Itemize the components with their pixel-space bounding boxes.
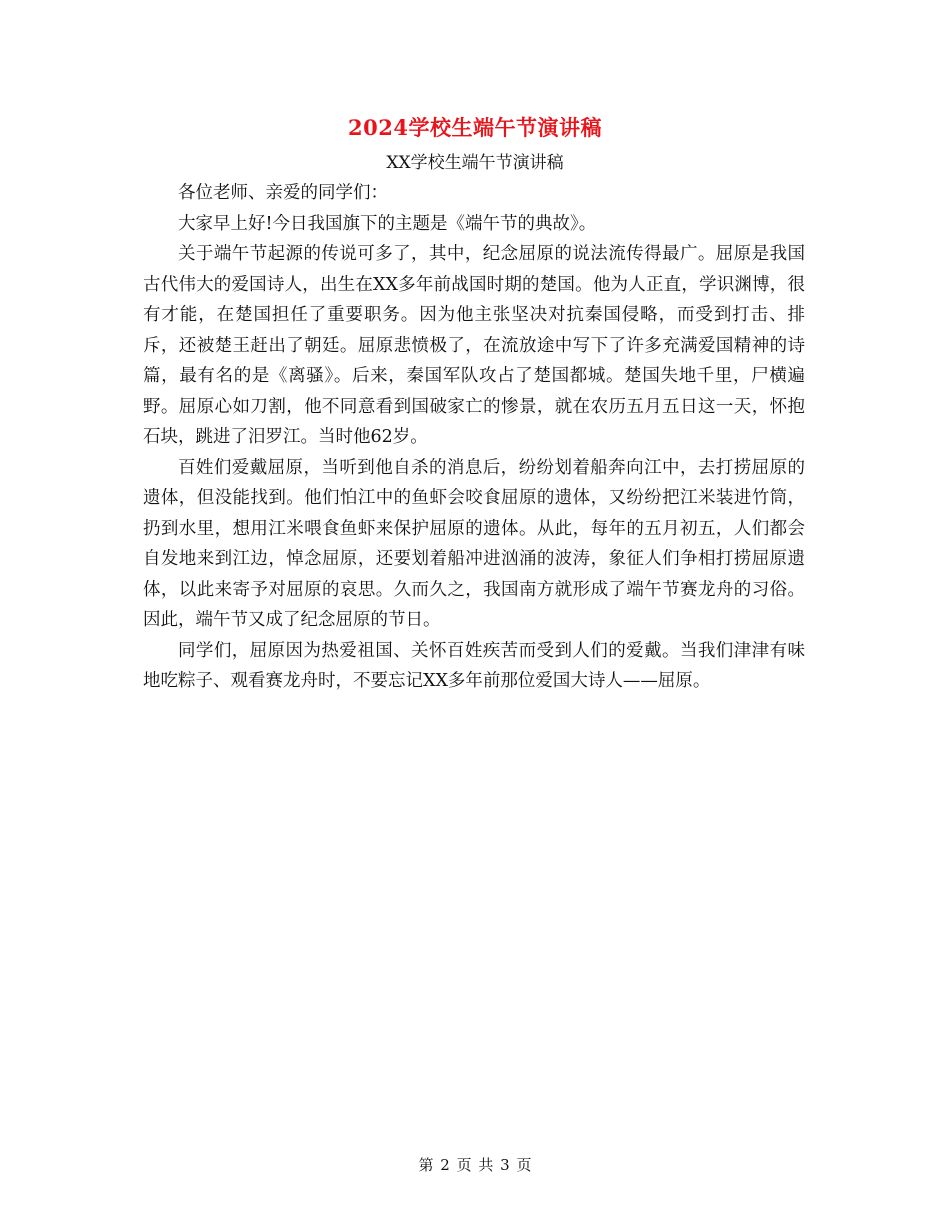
salutation-paragraph: 各位老师、亲爱的同学们： <box>178 183 388 203</box>
document-title: 2024学校生端午节演讲稿 <box>348 115 602 140</box>
document-body <box>143 178 805 697</box>
body-paragraph: 百姓们爱戴屈原，当听到他自杀的消息后，纷纷划着船奔向江中，去打捞屈原的遗体，但没能找到。他们怕江中的鱼虾会咬食屈原的遗体，又纷纷把江米装进竹筒，扔到水里，想用江米喂食鱼虾来保护屈原的遗体。从此，每年的五月初五，人们都会自发地来到江边，悼念屈原，还要划着船冲进汹涌的波涛，象征人们争相打捞屈原遗体，以此来寄予对屈原的哀思。久而久之，我国南方就形成了端午节赛龙舟的习俗。因此，端午节又成了纪念屈原的节日。 <box>143 457 805 630</box>
body-paragraph: 关于端午节起源的传说可多了，其中，纪念屈原的说法流传得最广。屈原是我国古代伟大的爱国诗人，出生在XX多年前战国时期的楚国。他为人正直，学识渊博，很有才能，在楚国担任了重要职务。因为他主张坚决对抗秦国侵略，而受到打击、排斥，还被楚王赶出了朝廷。屈原悲愤极了，在流放途中写下了许多充满爱国精神的诗篇，最有名的是《离骚》。后来，秦国军队攻占了楚国都城。楚国失地千里，尸横遍野。屈原心如刀割，他不同意看到国破家亡的惨景，就在农历五月五日这一天，怀抱石块，跳进了汨罗江。当时他62岁。 <box>143 244 805 447</box>
closing-paragraph: 同学们，屈原因为热爱祖国、关怀百姓疾苦而受到人们的爱戴。当我们津津有味地吃粽子、观看赛龙舟时，不要忘记XX多年前那位爱国大诗人——屈原。 <box>143 640 805 691</box>
greeting-paragraph: 大家早上好!今日我国旗下的主题是《端午节的典故》。 <box>178 213 597 234</box>
document-subtitle: XX学校生端午节演讲稿 <box>386 153 564 173</box>
page-number: 第 2 页 共 3 页 <box>418 1156 532 1174</box>
